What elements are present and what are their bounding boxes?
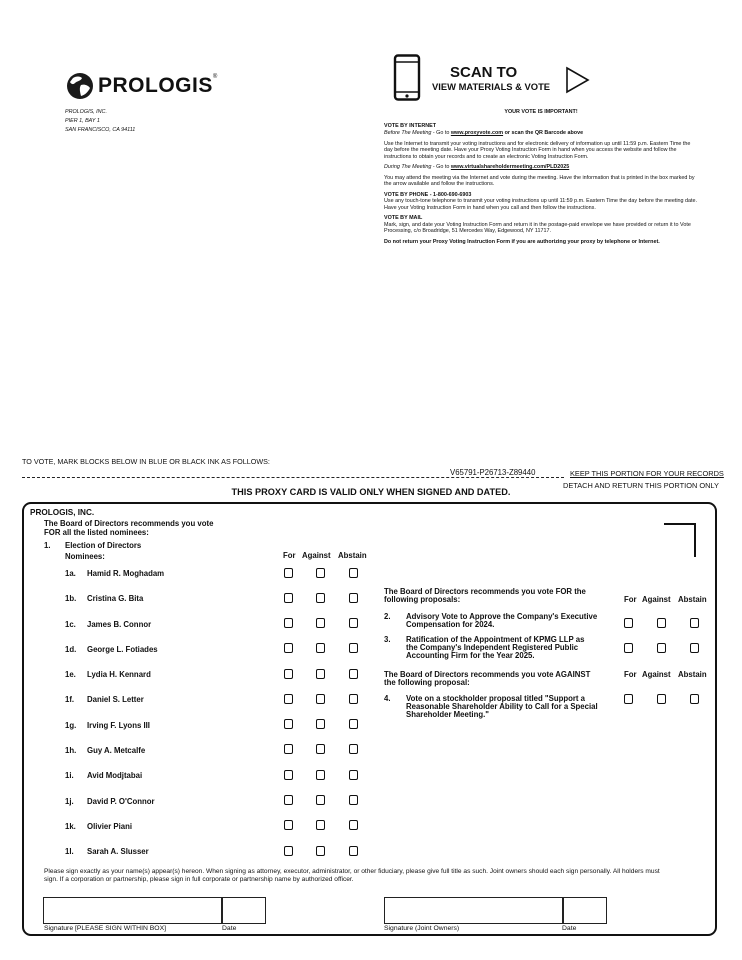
proposal-line: Advisory Vote to Approve the Company's Executive <box>406 612 598 621</box>
proposal-num: 2. <box>384 612 391 621</box>
proposal-line: Ratification of the Appointment of KPMG LLP as <box>406 635 585 644</box>
internet-heading: VOTE BY INTERNET <box>384 122 437 129</box>
checkbox-2-for[interactable] <box>624 618 633 628</box>
return-address <box>65 108 135 135</box>
checkbox-1l-against[interactable] <box>316 846 325 856</box>
checkbox-1c-against[interactable] <box>316 618 325 628</box>
phone-heading: VOTE BY PHONE - 1-800-690-6903 <box>384 191 472 198</box>
checkbox-1h-abstain[interactable] <box>349 744 358 754</box>
card-company: PROLOGIS, INC. <box>30 508 95 517</box>
checkbox-1i-abstain[interactable] <box>349 770 358 780</box>
checkbox-3-against[interactable] <box>657 643 666 653</box>
checkbox-4-against[interactable] <box>657 694 666 704</box>
checkbox-1f-against[interactable] <box>316 694 325 704</box>
proposal-line: Reasonable Shareholder Ability to Call for a Special <box>406 702 598 711</box>
checkbox-1h-against[interactable] <box>316 744 325 754</box>
checkbox-1j-for[interactable] <box>284 795 293 805</box>
proposal-line: Compensation for 2024. <box>406 620 495 629</box>
prologis-logo <box>66 72 218 100</box>
date-label: Date <box>222 925 237 932</box>
checkbox-1i-for[interactable] <box>284 770 293 780</box>
nominees-heading: Nominees: <box>65 552 105 561</box>
checkbox-1c-for[interactable] <box>284 618 293 628</box>
checkbox-1d-for[interactable] <box>284 643 293 653</box>
nominee-num: 1i. <box>65 771 74 780</box>
nominee-name: Hamid R. Moghadam <box>87 569 165 578</box>
checkbox-1f-abstain[interactable] <box>349 694 358 704</box>
nominee-num: 1f. <box>65 695 75 704</box>
joint-signature-label: Signature (Joint Owners) <box>384 925 460 932</box>
against-rec-line: the following proposal: <box>384 678 470 687</box>
col-for: For <box>624 595 637 604</box>
checkbox-1c-abstain[interactable] <box>349 618 358 628</box>
joint-date-box[interactable] <box>562 897 607 924</box>
checkbox-1l-abstain[interactable] <box>349 846 358 856</box>
nominee-name: David P. O'Connor <box>87 797 155 806</box>
nominee-num: 1c. <box>65 620 76 629</box>
checkbox-1k-against[interactable] <box>316 820 325 830</box>
col-abstain: Abstain <box>678 595 707 604</box>
item-title: Election of Directors <box>65 541 142 550</box>
checkbox-1l-for[interactable] <box>284 846 293 856</box>
for-rec-line: The Board of Directors recommends you vote FOR the <box>384 587 586 596</box>
checkbox-1b-against[interactable] <box>316 593 325 603</box>
mail-paragraph: Mark, sign, and date your Voting Instruction Form and return it in the postage-paid envelope we have provided or return it to Vote Processing, c/o Broadridge, 51 Mercedes Way, Edgewood, NY 11717. <box>384 221 691 234</box>
nominee-name: Avid Modjtabai <box>87 771 143 780</box>
col-against: Against <box>642 670 671 679</box>
nominee-num: 1k. <box>65 822 76 831</box>
proposal-line: Accounting Firm for the Year 2025. <box>406 651 535 660</box>
col-for: For <box>283 551 296 560</box>
proposal-line: Shareholder Meeting." <box>406 710 489 719</box>
smartphone-icon <box>393 54 423 102</box>
checkbox-1e-abstain[interactable] <box>349 669 358 679</box>
item-number: 1. <box>44 541 51 550</box>
checkbox-1g-abstain[interactable] <box>349 719 358 729</box>
checkbox-3-abstain[interactable] <box>690 643 699 653</box>
internet-before: Before The Meeting - Go to www.proxyvote.com or scan the QR Barcode above <box>384 130 584 136</box>
scan-subtitle: VIEW MATERIALS & VOTE <box>432 81 551 92</box>
nominee-name: Irving F. Lyons III <box>87 721 150 730</box>
signature-box[interactable] <box>43 897 223 924</box>
checkbox-1d-abstain[interactable] <box>349 643 358 653</box>
board-rec-line: FOR all the listed nominees: <box>44 528 149 537</box>
control-number: V65791-P26713-Z89440 <box>450 468 536 477</box>
nominee-num: 1a. <box>65 569 76 578</box>
col-against: Against <box>302 551 331 560</box>
proposal-line: Vote on a stockholder proposal titled "Support a <box>406 694 585 703</box>
signature-label: Signature [PLEASE SIGN WITHIN BOX] <box>44 925 167 932</box>
nominee-num: 1h. <box>65 746 77 755</box>
nominee-name: James B. Connor <box>87 620 152 629</box>
checkbox-1b-for[interactable] <box>284 593 293 603</box>
checkbox-3-for[interactable] <box>624 643 633 653</box>
valid-notice: THIS PROXY CARD IS VALID ONLY WHEN SIGNED AND DATED. <box>231 487 511 497</box>
nominee-num: 1j. <box>65 797 74 806</box>
attend-paragraph: You may attend the meeting via the Internet and vote during the meeting. Have the information that is printed in the box marked by the arrow available and follow the instructions. <box>384 174 695 187</box>
keep-portion-label: KEEP THIS PORTION FOR YOUR RECORDS <box>570 469 724 478</box>
checkbox-1i-against[interactable] <box>316 770 325 780</box>
internet-paragraph: Use the Internet to transmit your voting instructions and for electronic delivery of information up until 11:59 p.m. Eastern Time the day before the meeting date. Have your Proxy Voting Instruction Form in hand when you access the website and follow the instructions to obtain your records and to create an electronic Voting Instruction Form. <box>384 140 691 160</box>
checkbox-1j-abstain[interactable] <box>349 795 358 805</box>
checkbox-1h-for[interactable] <box>284 744 293 754</box>
nominee-name: Olivier Piani <box>87 822 133 831</box>
col-abstain: Abstain <box>338 551 367 560</box>
col-for: For <box>624 670 637 679</box>
checkbox-1b-abstain[interactable] <box>349 593 358 603</box>
checkbox-4-for[interactable] <box>624 694 633 704</box>
corner-mark <box>664 523 696 557</box>
checkbox-2-against[interactable] <box>657 618 666 628</box>
checkbox-2-abstain[interactable] <box>690 618 699 628</box>
joint-date-label: Date <box>562 925 577 932</box>
play-arrow-icon <box>565 66 591 94</box>
nominee-name: Guy A. Metcalfe <box>87 746 146 755</box>
globe-icon <box>66 72 94 100</box>
nominee-num: 1e. <box>65 670 76 679</box>
proposal-num: 3. <box>384 635 391 644</box>
checkbox-1g-against[interactable] <box>316 719 325 729</box>
vote-important: YOUR VOTE IS IMPORTANT! <box>504 109 578 115</box>
proxyvote-link[interactable]: www.proxyvote.com <box>450 130 504 136</box>
joint-signature-box[interactable] <box>384 897 564 924</box>
signing-instructions: Please sign exactly as your name(s) appear(s) hereon. When signing as attorney, executor, administrator, or other fiduciary, please give full title as such. Joint owners should each sign personally. All holders must sign. If a corporation or partnership, please sign in full corporate or partnership name by authorized officer. <box>44 868 660 884</box>
nominee-name: George L. Fotiades <box>87 645 158 654</box>
against-rec-line: The Board of Directors recommends you vote AGAINST <box>384 670 591 679</box>
during-meeting: During The Meeting - Go to www.virtualshareholdermeeting.com/PLD2025 <box>384 164 570 170</box>
nominee-name: Sarah A. Slusser <box>87 847 149 856</box>
detach-line <box>22 477 564 478</box>
do-not-return-note: Do not return your Proxy Voting Instruction Form if you are authorizing your proxy by telephone or Internet. <box>384 238 660 245</box>
checkbox-1j-against[interactable] <box>316 795 325 805</box>
checkbox-1a-for[interactable] <box>284 568 293 578</box>
checkbox-1a-abstain[interactable] <box>349 568 358 578</box>
checkbox-1f-for[interactable] <box>284 694 293 704</box>
voting-instructions <box>384 109 698 249</box>
checkbox-1e-against[interactable] <box>316 669 325 679</box>
mail-heading: VOTE BY MAIL <box>384 215 423 221</box>
date-box[interactable] <box>221 897 266 924</box>
phone-paragraph: Use any touch-tone telephone to transmit your voting instructions up until 11:59 p.m. Eastern Time the day before the meeting date. Have your Voting Instruction Form in hand when you call and then follow the instructions. <box>384 198 698 211</box>
nominee-num: 1d. <box>65 645 77 654</box>
address-line: PIER 1, BAY 1 <box>65 118 100 124</box>
for-rec-line: following proposals: <box>384 595 461 604</box>
logo-wordmark: PROLOGIS® <box>98 74 218 97</box>
virtual-meeting-link[interactable]: www.virtualshareholdermeeting.com/PLD2025 <box>450 164 570 170</box>
checkbox-1e-for[interactable] <box>284 669 293 679</box>
col-abstain: Abstain <box>678 670 707 679</box>
checkbox-1a-against[interactable] <box>316 568 325 578</box>
address-line: PROLOGIS, INC. <box>65 109 107 115</box>
checkbox-1d-against[interactable] <box>316 643 325 653</box>
checkbox-4-abstain[interactable] <box>690 694 699 704</box>
nominee-num: 1g. <box>65 721 77 730</box>
checkbox-1k-for[interactable] <box>284 820 293 830</box>
proposal-num: 4. <box>384 694 391 703</box>
nominee-num: 1b. <box>65 594 77 603</box>
detach-portion-label: DETACH AND RETURN THIS PORTION ONLY <box>563 481 719 490</box>
nominee-name: Lydia H. Kennard <box>87 670 151 679</box>
nominee-name: Daniel S. Letter <box>87 695 144 704</box>
nominee-num: 1l. <box>65 847 74 856</box>
col-against: Against <box>642 595 671 604</box>
checkbox-1g-for[interactable] <box>284 719 293 729</box>
scan-title: SCAN TO <box>450 64 518 81</box>
mark-instructions: TO VOTE, MARK BLOCKS BELOW IN BLUE OR BLACK INK AS FOLLOWS: <box>22 457 270 466</box>
checkbox-1k-abstain[interactable] <box>349 820 358 830</box>
nominee-name: Cristina G. Bita <box>87 594 144 603</box>
proposal-line: the Company's Independent Registered Public <box>406 643 579 652</box>
board-rec-line: The Board of Directors recommends you vote <box>44 519 214 528</box>
address-line: SAN FRANCISCO, CA 94111 <box>65 127 136 133</box>
